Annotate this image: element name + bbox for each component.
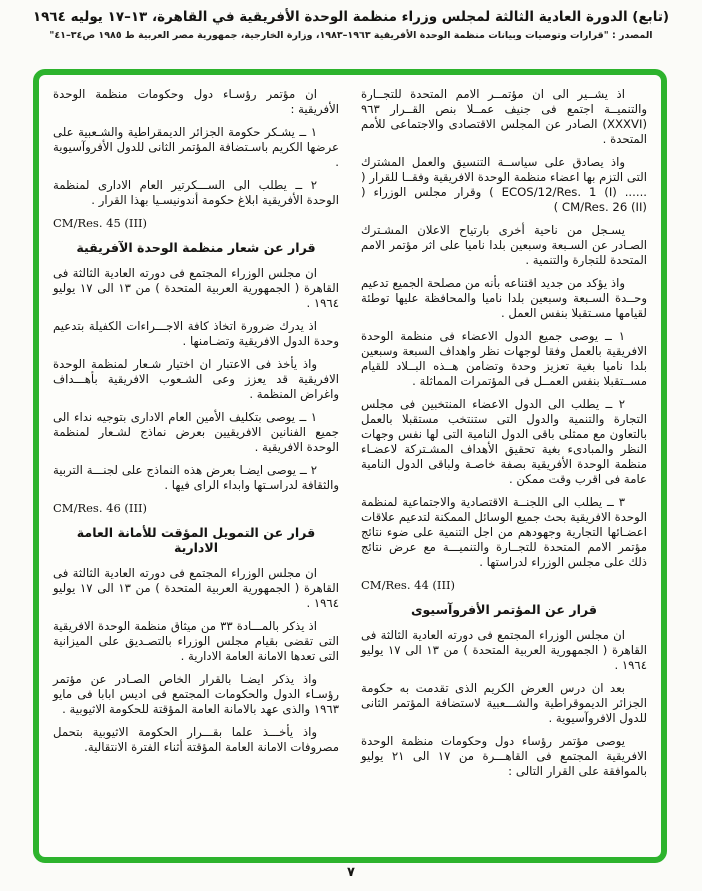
- paragraph: اذ يشــير الى ان مؤتمــر الامم المتحدة للتجــارة والتنميــة اجتمع فى جنيف عمــلا بنص القــرار ٩٦٣ (XXXVI) الصادر عن المجلس الاقتصادى والاجتماعى للأمم المتحدة .: [361, 87, 647, 146]
- paragraph: ان مجلس الوزراء المجتمع فى دورته العادية الثالثة فى القاهرة ( الجمهورية العربية المتحدة ) من ١٣ الى ١٧ يوليو ١٩٦٤ .: [53, 266, 339, 310]
- numbered-clause: ١ ــ يوصى جميع الدول الاعضاء فى منظمة الوحدة الافريقية بالعمل وفقا لوجهات نظر واهداف السبعة وسبعين بلدا ناميا بغية تعزيز وحدة وتضامن هــذه البــلاد للقيام مســتقبلا بنفس العمــل فى المؤتمرات المماثلة .: [361, 329, 647, 388]
- numbered-clause: ٣ ــ يطلب الى اللجنــة الاقتصادية والاجتماعية لمنظمة الوحدة الافريقية بحث جميع الوسائل الممكنة لتدعيم علاقات اعضـائها التجارية وجهودهم من اجل التنمية على ضوء نتائج مؤتمر الامم المتحدة للتجــارة والتنميـــة مع عرض نتائج ذلك على مجلس الوزراء لدراستها .: [361, 495, 647, 569]
- document-page: [0, 9, 702, 880]
- resolution-heading: قرار عن المؤتمر الأفروآسيوى: [410, 602, 597, 617]
- numbered-clause: ٢ ــ يوصى ايضـا بعرض هذه النماذج على لجنـــة التربية والثقافة لدراسـتها وابداء الراى فيها .: [53, 463, 339, 492]
- paragraph: واذ يأخـــذ علما بقـــرار الحكومة الاثيوبية بتحمل مصروفات الامانة العامة المؤقتة أثناء الفترة الانتقالية.: [53, 725, 339, 754]
- paragraph: بعد ان درس العرض الكريم الذى تقدمت به حكومة الجزائر الديموقراطية والشـــعبية لاستضافة المؤتمر الثانى للدول الافروآسيوية .: [361, 681, 647, 725]
- paragraph: يوصى مؤتمر رؤساء دول وحكومات منظمة الوحدة الافريقية المجتمع فى القاهـــرة من ١٧ الى ٢١ يوليو بالموافقة على القرار التالى :: [361, 734, 647, 778]
- numbered-clause: ٢ ــ يطلب الى الســـكرتير العام الادارى لمنظمة الوحدة الأفريقية ابلاغ حكومة أندونيسـيا بهذا القرار .: [53, 178, 339, 207]
- resolution-reference: CM/Res. 46 (III): [53, 501, 148, 515]
- resolution-reference: CM/Res. 45 (III): [53, 216, 148, 230]
- two-column-layout: [39, 75, 661, 795]
- paragraph: اذ يذكر بالمـــادة ٣٣ من ميثاق منظمة الوحدة الافريقية التى تقضى بقيام مجلس الوزراء بالتصـديق على الميزانية التى تعدها الامانة العامة الادارية .: [53, 619, 339, 663]
- numbered-clause: ١ ــ يشـكر حكومة الجزائر الديمقراطية والشـعبية على عرضها الكريم باسـتضافة المؤتمر الثانى للدول الأفروآسيوية .: [53, 125, 339, 169]
- paragraph: ان مجلس الوزراء المجتمع فى دورته العادية الثالثة فى القاهرة ( الجمهورية العربية المتحدة ) من ١٣ الى ١٧ يوليو ١٩٦٤ .: [361, 628, 647, 672]
- column-left: [53, 87, 339, 787]
- header-source-line: المصدر : "قرارات وتوصيات وبيانات منظمة الوحدة الأفريقية ١٩٦٣–١٩٨٣، وزارة الخارجية، جمهورية مصر العربية ط ١٩٨٥ ص٣٤–٤١": [49, 30, 653, 41]
- paragraph: واذ يؤكد من جديد اقتناعه بأنه من مصلحة الجميع تدعيم وحــدة السـبعة وسبعين بلدا ناميا والمحافظة عليها توطئة لقيامها مسـتقبلا بنفس العمل .: [361, 276, 647, 320]
- numbered-clause: ٢ ــ يطلب الى الدول الاعضاء المنتخبين فى مجلس التجارة والتنمية والدول التى ستنتخب مستقبلا بالعمل بالتعاون مع ممثلى باقى الدول النامية التى لها نفس وجهات النظر والمبادىء بغية تحقيق الأهداف المشـتركة لاعضـاء منظمة الوحدة الأفريقية بصفة خاصـة ولباقى الدول النامية عامة فى اقرب وقت ممكن .: [361, 397, 647, 486]
- resolution-reference: CM/Res. 44 (III): [361, 578, 456, 592]
- resolution-heading: قرار عن شعار منظمة الوحدة الآفريقية: [76, 240, 316, 255]
- paragraph: اذ يدرك ضرورة اتخاذ كافة الاجـــراءات الكفيلة بتدعيم وحدة الدول الافريقية وتضـامنها .: [53, 319, 339, 348]
- paragraph: يسـجل من ناحية أخرى بارتياح الاعلان المشـترك الصـادر عن السـبعة وسبعين بلدا ناميا على اثر مؤتمر الامم المتحدة للتجارة والتنمية .: [361, 223, 647, 267]
- paragraph: واذ يأخذ فى الاعتبار ان اختيار شـعار لمنظمة الوحدة الافريقية قد يعزز وعى الشـعوب الافريقية بأهـــداف واغراض المنظمة .: [53, 357, 339, 401]
- page-header: [0, 9, 702, 41]
- paragraph: ان مؤتمر رؤسـاء دول وحكومات منظمة الوحدة الأفريقية :: [53, 87, 339, 116]
- content-frame: [33, 69, 667, 863]
- column-right: [361, 87, 647, 787]
- header-title: (تابع) الدورة العادية الثالثة لمجلس وزراء منظمة الوحدة الأفريقية في القاهرة، ١٣–١٧ يوليه ١٩٦٤: [32, 9, 670, 25]
- resolution-heading: قرار عن التمويل المؤقت للأمانة العامة الادارية: [76, 525, 316, 555]
- paragraph: واذ يصادق على سياســة التنسيق والعمل المشترك التى التزم بها اعضاء منظمة الوحدة الافريقية وفقــا للقرار ( ...... ECOS/12/Res. 1 (I) ) وقرار مجلس الوزراء ( CM/Res. 26 (II) ): [361, 155, 647, 214]
- paragraph: ان مجلس الوزراء المجتمع فى دورته العادية الثالثة فى القاهرة ( الجمهورية العربية المتحدة ) من ١٣ الى ١٧ يوليو ١٩٦٤ .: [53, 566, 339, 610]
- numbered-clause: ١ ــ يوصى بتكليف الأمين العام الادارى بتوجيه نداء الى جميع الفنانين الافريقيين بعرض نماذج لشـعار لمنظمة الوحدة الافريقية .: [53, 410, 339, 454]
- paragraph: واذ يذكر ايضـا بالقرار الخاص الصـادر عن مؤتمر رؤسـاء الدول والحكومات المجتمع فى اديس ابابا فى مايو ١٩٦٣ والذى عهد بالامانة العامة المؤقتة للحكومة الاثيوبية .: [53, 672, 339, 716]
- page-number: ٧: [347, 865, 355, 880]
